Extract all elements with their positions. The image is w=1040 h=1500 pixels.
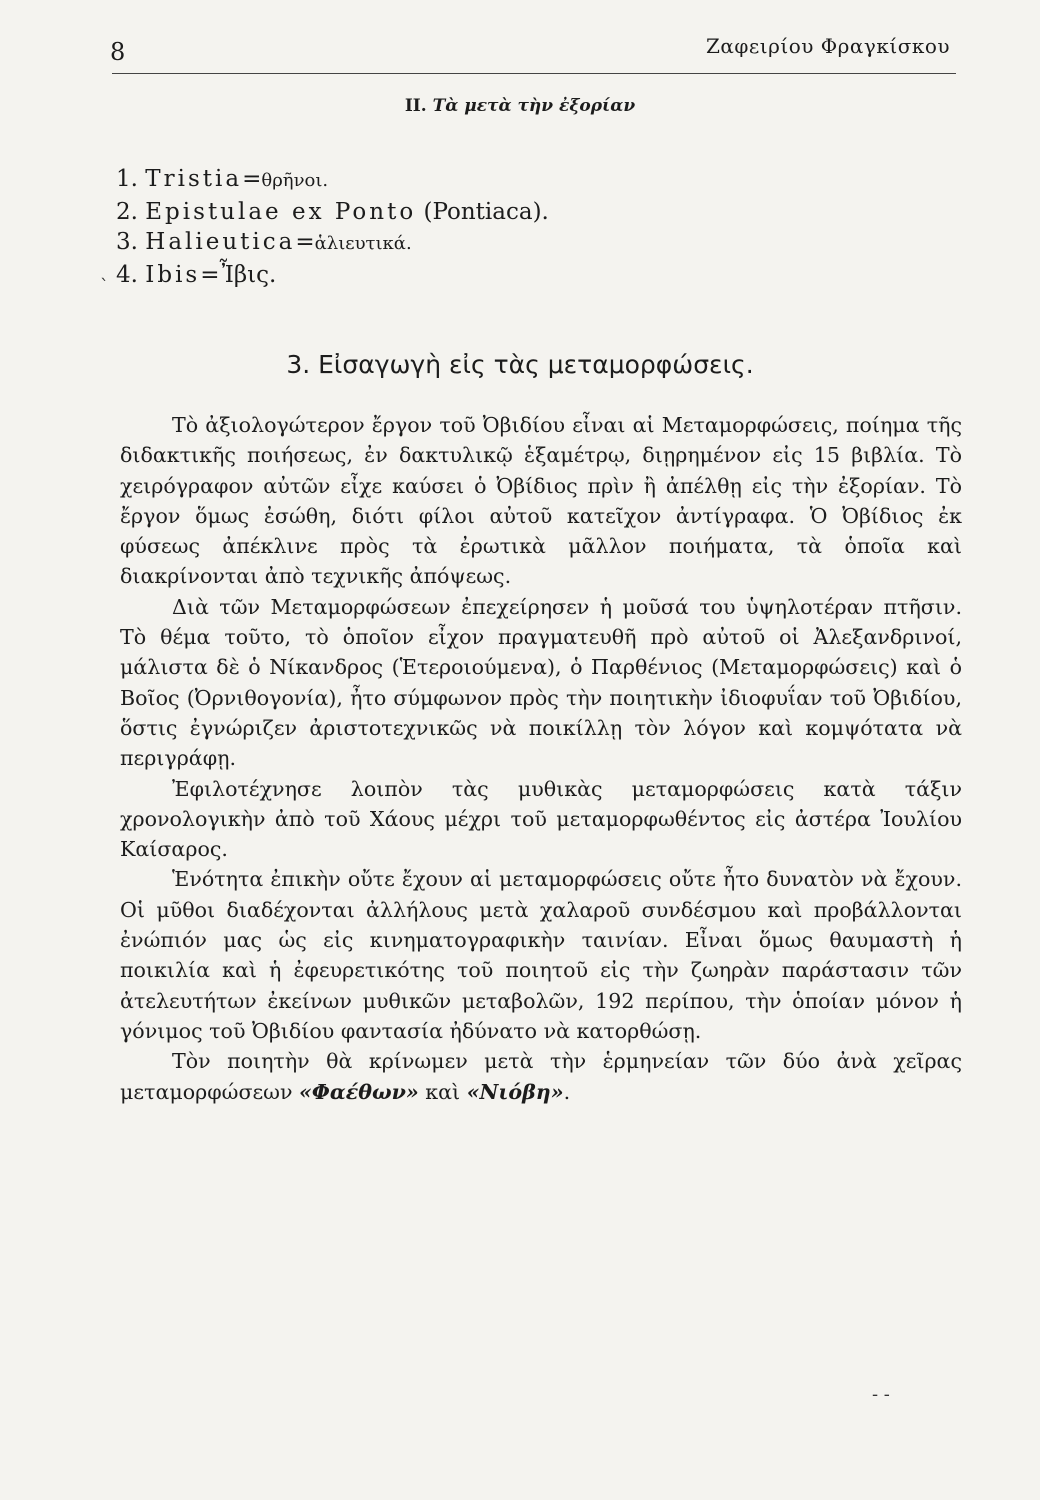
separator: = <box>295 229 315 255</box>
separator: = <box>200 261 220 288</box>
margin-mark: ` <box>100 276 109 297</box>
latin-title: Halieutica <box>145 229 296 255</box>
final-paragraph <box>120 1046 962 1107</box>
item-number: 4. <box>116 261 138 288</box>
stray-mark: - - <box>872 1384 890 1405</box>
phaethon-title: «Φαέθων» <box>299 1079 419 1104</box>
section-heading <box>0 96 1040 116</box>
paragraph: Ἑνότητα ἐπικὴν οὔτε ἔχουν αἱ μεταμορφώσεις οὔτε ἦτο δυνατὸν νὰ ἔχουν. Οἱ μῦθοι διαδέχονται ἀλλήλους μετὰ χαλαροῦ συνδέσμου καὶ προβάλλονται ἐνώπιόν μας ὡς εἰς κινηματογραφικὴν ταινίαν. Εἶναι ὅμως θαυμαστὴ ἡ ποικιλία καὶ ἡ ἐφευρετικότης τοῦ ποιητοῦ εἰς τὴν ζωηρὰν παράστασιν τῶν ἀτελευτήτων ἐκείνων μυθικῶν μεταβολῶν, 192 περίπου, τὴν ὁποίαν μόνον ἡ γόνιμος τοῦ Ὀβιδίου φαντασία ἠδύνατο νὰ κατορθώσῃ. <box>120 867 962 1043</box>
greek-title: Ἶβις. <box>219 261 277 288</box>
niobe-title: «Νιόβη» <box>466 1079 564 1104</box>
greek-title: θρῆνοι. <box>261 170 329 191</box>
paragraph: Τὸ ἀξιολογώτερον ἔργον τοῦ Ὀβιδίου εἶναι αἱ Μεταμορφώσεις, ποίημα τῆς διδακτικῆς ποιήσεως, ἐν δακτυλικῷ ἑξαμέτρῳ, διῃρημένον εἰς 15 βιβλία. Τὸ χειρόγραφον αὐτῶν εἶχε καύσει ὁ Ὀβίδιος πρὶν ἢ ἀπέλθῃ εἰς τὴν ἐξορίαν. Τὸ ἔργον ὅμως ἐσώθη, διότι φίλοι αὐτοῦ κατεῖχον ἀντίγραφα. Ὁ Ὀβίδιος ἐκ φύσεως ἀπέκλινε πρὸς τὰ ἐρωτικὰ μᾶλλον ποιήματα, τὰ ὁποῖα καὶ διακρίνονται ἀπὸ τεχνικῆς ἀπόψεως. <box>120 413 962 589</box>
item-number: 1. <box>116 166 138 192</box>
separator: = <box>242 166 262 192</box>
conjunction: καὶ <box>425 1079 461 1104</box>
section-numeral: ΙΙ. <box>404 96 427 116</box>
header-rule <box>112 73 956 74</box>
page-number: 8 <box>110 38 126 66</box>
latin-note: (Pontiaca). <box>423 198 549 225</box>
final-paragraph-lead: Τὸν ποιητὴν θὰ κρίνωμεν μετὰ τὴν ἑρμηνείαν τῶν δύο ἀνὰ χεῖρας μεταμορφώσεων <box>120 1049 962 1104</box>
subsection-title: 3. Εἰσαγωγὴ εἰς τὰς μεταμορφώσεις. <box>286 350 754 379</box>
final-period: . <box>563 1079 571 1104</box>
latin-title: Epistulae ex Ponto <box>145 198 417 225</box>
works-list <box>116 164 549 290</box>
works-list-item <box>116 164 549 197</box>
section-title: Τὰ μετὰ τὴν ἐξορίαν <box>432 96 636 116</box>
running-head: Ζαφειρίου Φραγκίσκου <box>706 34 951 58</box>
item-number: 3. <box>116 229 138 255</box>
item-number: 2. <box>116 198 138 225</box>
latin-title: Ibis <box>145 261 201 288</box>
paragraph: Ἐφιλοτέχνησε λοιπὸν τὰς μυθικὰς μεταμορφώσεις κατὰ τάξιν χρονολογικὴν ἀπὸ τοῦ Χάους μέχρι τοῦ μεταμορφωθέντος εἰς ἀστέρα Ἰουλίου Καίσαρος. <box>120 776 962 862</box>
works-list-item <box>116 260 549 291</box>
greek-title: ἁλιευτικά. <box>314 233 412 254</box>
paragraph: Διὰ τῶν Μεταμορφώσεων ἐπεχείρησεν ἡ μοῦσά του ὑψηλοτέραν πτῆσιν. Τὸ θέμα τοῦτο, τὸ ὁποῖον εἶχον πραγματευθῆ πρὸ αὐτοῦ οἱ Ἀλεξανδρινοί, μάλιστα δὲ ὁ Νίκανδρος (Ἑτεροιούμενα), ὁ Παρθένιος (Μεταμορφώσεις) καὶ ὁ Βοῖος (Ὀρνιθογονία), ἦτο σύμφωνον πρὸς τὴν ποιητικὴν ἰδιοφυΐαν τοῦ Ὀβιδίου, ὅστις ἐγνώριζεν ἀριστοτεχνικῶς νὰ ποικίλλῃ τὸν λόγον καὶ κομψότατα νὰ περιγράφῃ. <box>120 594 962 771</box>
works-list-item <box>116 197 549 228</box>
body-text <box>120 410 962 1107</box>
works-list-item <box>116 227 549 260</box>
latin-title: Tristia <box>145 166 243 192</box>
